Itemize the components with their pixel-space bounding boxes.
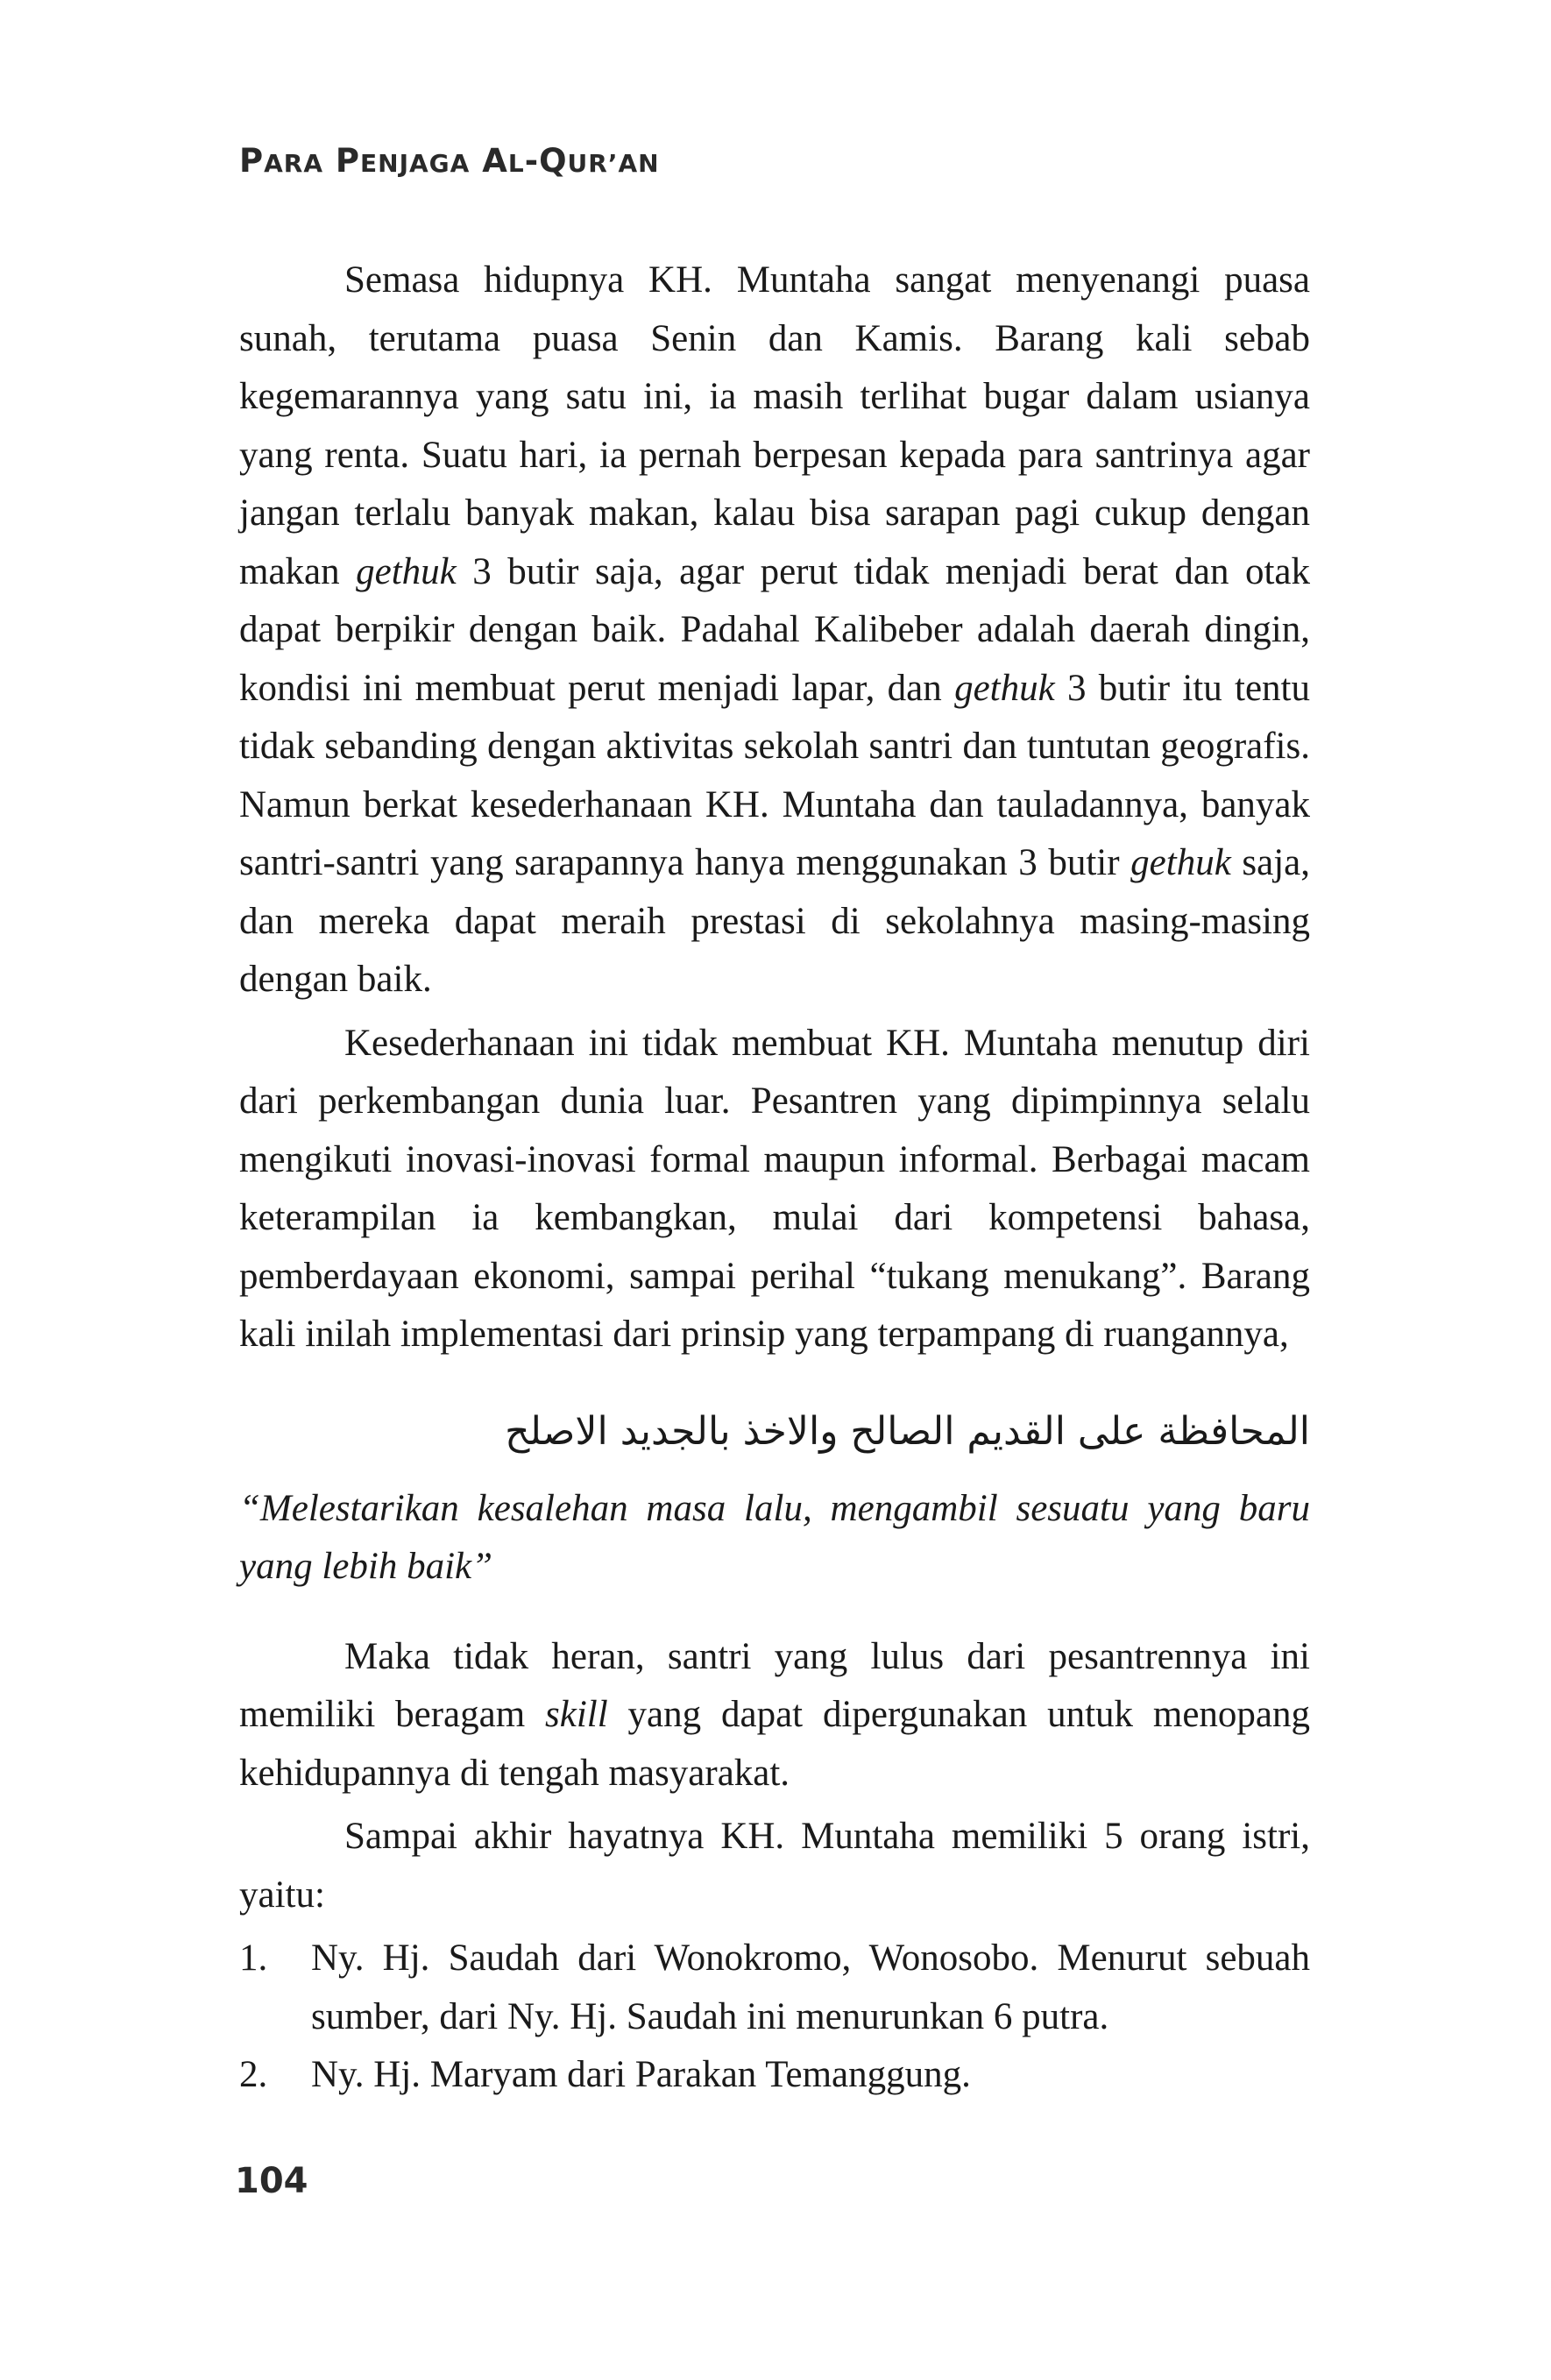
list-number: 1. bbox=[239, 1937, 268, 1979]
list-item bbox=[239, 1930, 1310, 2046]
paragraph-1: Semasa hidupnya KH. Muntaha sangat menyenangi puasa sunah, terutama puasa Senin dan Kamis. Barang kali sebab kegemarannya yang satu ini, ia masih terlihat bugar dalam usianya yang renta. Suatu hari, ia pernah berpesan kepada para santrinya agar jangan terlalu banyak makan, kalau bisa sarapan pagi cukup dengan makan gethuk 3 butir saja, agar perut tidak menjadi berat dan otak dapat berpikir dengan baik. Padahal Kalibeber adalah daerah dingin, kondisi ini membuat perut menjadi lapar, dan gethuk 3 butir itu tentu tidak sebanding dengan aktivitas sekolah santri dan tuntutan geografis. Namun berkat kesederhanaan KH. Muntaha dan tauladannya, banyak santri-santri yang sarapannya hanya menggunakan 3 butir gethuk saja, dan mereka dapat meraih prestasi di sekolahnya masing-masing dengan baik. bbox=[239, 259, 1310, 1000]
quote-translation: “Melestarikan kesalehan masa lalu, mengambil sesuatu yang baru yang lebih baik” bbox=[239, 1487, 1310, 1587]
wives-list bbox=[239, 1930, 1310, 2105]
paragraph-4: Sampai akhir hayatnya KH. Muntaha memiliki 5 orang istri, yaitu: bbox=[239, 1816, 1310, 1916]
main-text bbox=[239, 251, 1310, 2105]
page-number: 104 bbox=[235, 2161, 308, 2201]
paragraph-2: Kesederhanaan ini tidak membuat KH. Muntaha menutup diri dari perkembangan dunia luar. Pesantren yang dipimpinnya selalu mengikuti inovasi-inovasi formal maupun informal. Berbagai macam keterampilan ia kembangkan, mulai dari kompetensi bahasa, pemberdayaan ekonomi, sampai perihal “tukang menukang”. Barang kali inilah implementasi dari prinsip yang terpampang di ruangannya, bbox=[239, 1022, 1310, 1355]
arabic-quote: المحافظة على القديم الصالح والاخذ بالجديد الاصلح bbox=[505, 1408, 1310, 1454]
list-text: Ny. Hj. Maryam dari Parakan Temanggung. bbox=[311, 2054, 971, 2095]
running-head: PARA PENJAGA AL-QUR’AN bbox=[239, 142, 660, 180]
list-text: Ny. Hj. Saudah dari Wonokromo, Wonosobo. Menurut sebuah sumber, dari Ny. Hj. Saudah ini menurunkan 6 putra. bbox=[311, 1937, 1310, 2037]
list-item bbox=[239, 2046, 1310, 2105]
paragraph-3: Maka tidak heran, santri yang lulus dari pesantrennya ini memiliki beragam skill yang dapat dipergunakan untuk menopang kehidupannya di tengah masyarakat. bbox=[239, 1635, 1310, 1794]
list-number: 2. bbox=[239, 2054, 268, 2095]
